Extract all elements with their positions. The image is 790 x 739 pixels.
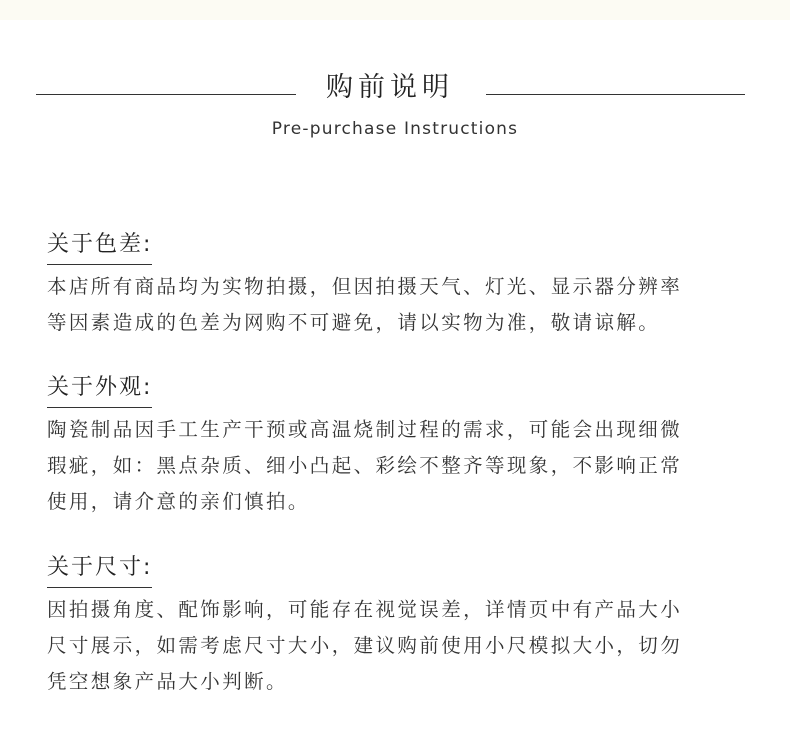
body-line: 尺寸展示，如需考虑尺寸大小，建议购前使用小尺模拟大小，切勿	[47, 634, 683, 657]
page-header	[0, 60, 790, 150]
section-body	[47, 412, 747, 520]
top-band	[0, 0, 790, 20]
body-line: 使用，请介意的亲们慎拍。	[47, 490, 310, 513]
header-rule-right	[486, 94, 745, 95]
body-line: 等因素造成的色差为网购不可避免，请以实物为准，敬请谅解。	[47, 311, 661, 334]
section-size	[47, 553, 747, 700]
body-line: 因拍摄角度、配饰影响，可能存在视觉误差，详情页中有产品大小	[47, 598, 683, 621]
section-heading: 关于外观:	[47, 373, 152, 408]
section-heading: 关于色差:	[47, 230, 152, 265]
section-body	[47, 269, 747, 341]
page-title: 购前说明	[326, 72, 454, 103]
body-line: 本店所有商品均为实物拍摄，但因拍摄天气、灯光、显示器分辨率	[47, 275, 683, 298]
page-subtitle: Pre-purchase Instructions	[271, 119, 519, 139]
header-rule-left	[36, 94, 296, 95]
section-heading: 关于尺寸:	[47, 553, 152, 588]
body-line: 瑕疵，如：黑点杂质、细小凸起、彩绘不整齐等现象，不影响正常	[47, 454, 683, 477]
section-appearance	[47, 373, 747, 520]
body-line: 凭空想象产品大小判断。	[47, 670, 288, 693]
section-color-difference	[47, 230, 747, 341]
section-body	[47, 592, 747, 700]
body-line: 陶瓷制品因手工生产干预或高温烧制过程的需求，可能会出现细微	[47, 418, 683, 441]
